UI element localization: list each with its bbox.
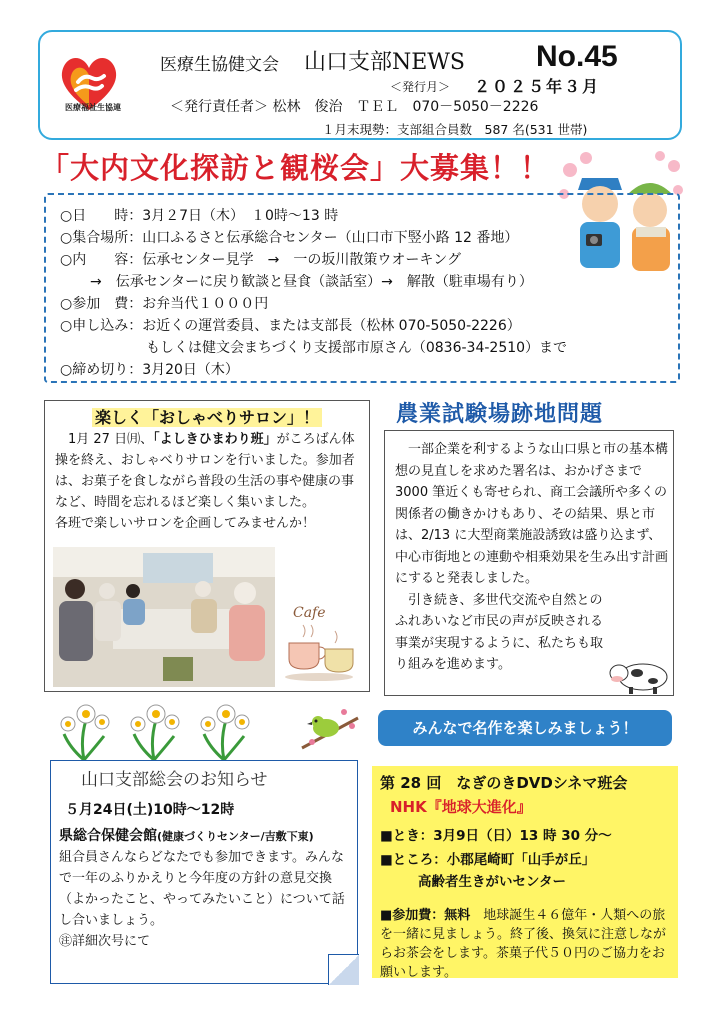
meeting-date: ５月24日(土)10時～12時 xyxy=(65,802,235,818)
issue-number: No.45 xyxy=(536,40,618,73)
salon-photo xyxy=(53,547,275,687)
meeting-title: 山口支部総会のお知らせ xyxy=(81,770,268,790)
dvd-where-2: 高齢者生きがいセンター xyxy=(418,874,566,890)
dvd-body xyxy=(380,906,674,982)
movie-banner: みんなで名作を楽しみましょう！ xyxy=(378,710,672,746)
general-meeting-notice xyxy=(50,760,358,984)
member-stats: １月末現勢：支部組合員数 587 名(531 世帯) xyxy=(322,122,588,137)
salon-body xyxy=(55,429,365,534)
issue-month-label: ＜発行月＞ xyxy=(390,80,451,94)
salon-title-text: 楽しく「おしゃべりサロン」！ xyxy=(92,408,322,427)
salon-article xyxy=(44,400,370,692)
event-apply-2: もしくは健文会まちづくり支援部市原さん（0836-34-2510）まで xyxy=(146,340,568,356)
cafe-label: Cafe xyxy=(293,605,326,621)
event-content-1: ○内 容：伝承センター見学 → 一の坂川散策ウオーキング xyxy=(60,252,461,268)
event-deadline: ○締め切り：3月20日（木） xyxy=(60,362,239,378)
event-content-2: → 伝承センターに戻り歓談と昼食（談話室）→ 解散（駐車場有り） xyxy=(90,274,533,290)
cafe-cups-icon xyxy=(283,597,363,683)
event-apply-1: ○申し込み：お近くの運営委員、または支部長（松林 070-5050-2226） xyxy=(60,318,521,334)
bird-on-branch-icon xyxy=(300,700,360,752)
org-name: 医療生協健文会 xyxy=(160,55,279,75)
agri-article xyxy=(384,430,674,696)
event-details-box xyxy=(44,193,680,383)
event-fee: ○参加 費：お弁当代１０００円 xyxy=(60,296,269,312)
dvd-fee-text: 地球誕生４６億年・人類への旅を一緒に見ましょう。終了後、換気に注意しながらお茶会をします。茶菓子代５０円のご協力をお願いします。 xyxy=(380,908,667,980)
salon-body-date: 1月 27 日㈪、 xyxy=(55,432,154,447)
publisher-line: ＜発行責任者＞ 松林 俊治 ＴＥＬ 070－5050－2226 xyxy=(170,99,539,115)
salon-title xyxy=(45,405,369,428)
meeting-note: ㊟詳細次号にて xyxy=(59,934,151,949)
meeting-venue-name: 県総合保健会館 xyxy=(59,828,157,844)
meeting-venue-sub: (健康づくりセンター/吉敷下東) xyxy=(157,830,314,843)
logo-caption: 医療福祉生協連 xyxy=(65,103,121,112)
meeting-body xyxy=(59,847,349,952)
daffodils-icon xyxy=(54,700,274,760)
agri-body xyxy=(395,439,671,676)
dvd-fee-label: ■参加費：無料 xyxy=(380,908,471,923)
dvd-program: NHK『地球大進化』 xyxy=(390,798,532,816)
event-headline: 「大内文化探訪と観桜会」大募集！！ xyxy=(40,151,551,185)
event-date: ○日 時：3月２7日（木） １0時～13 時 xyxy=(60,208,339,224)
dvd-title: 第 28 回 なぎのきDVDシネマ班会 xyxy=(380,774,628,792)
dvd-where: ■ところ：小郡尾崎町「山手が丘」 xyxy=(380,852,596,868)
salon-invitation: 各班で楽しいサロンを企画してみませんか！ xyxy=(55,516,316,531)
dvd-cinema-notice xyxy=(372,766,678,978)
agri-paragraph-1: 一部企業を利するような山口県と市の基本構想の見直しを求めた署名は、おかげさまで 3000 筆近くも寄せられ、商工会議所や多くの関係者の働きかけもあり、その結果、県と市は、2/13 に大型商業施設誘致は盛り込まず、中心市街地との連動や相乗効果を生み出す計画にすると発表しました。 xyxy=(395,442,669,586)
salon-body-text: がころばん体操を終え、おしゃべりサロンを行いました。参加者は、お菓子を食しながら普段の生活の事や健康の事など、時間を忘れるほど楽しく集いました。 xyxy=(55,432,355,510)
branch-news-title: 山口支部NEWS xyxy=(304,50,465,75)
dvd-when: ■とき：3月9日（日）13 時 30 分～ xyxy=(380,828,612,844)
meeting-description: 組合員さんならどなたでも参加できます。みんなで一年のふりかえりと今年度の方針の意見交換（よかったこと、やってみたいこと）について話し合いましょう。 xyxy=(59,850,345,928)
event-place: ○集合場所：山口ふるさと伝承総合センター（山口市下竪小路 12 番地） xyxy=(60,230,519,246)
agri-title: 農業試験場跡地問題 xyxy=(396,402,604,427)
agri-paragraph-2: 引き続き、多世代交流や自然とのふれあいなど市民の声が反映される事業が実現するように、私たちも取り組みを進めます。 xyxy=(395,592,604,672)
salon-group-name: 「よしきひまわり班」 xyxy=(153,432,277,447)
newsletter-header xyxy=(38,30,682,140)
cow-icon xyxy=(609,655,671,695)
issue-month: ２０２５年３月 xyxy=(474,77,601,96)
meeting-venue xyxy=(59,825,314,845)
